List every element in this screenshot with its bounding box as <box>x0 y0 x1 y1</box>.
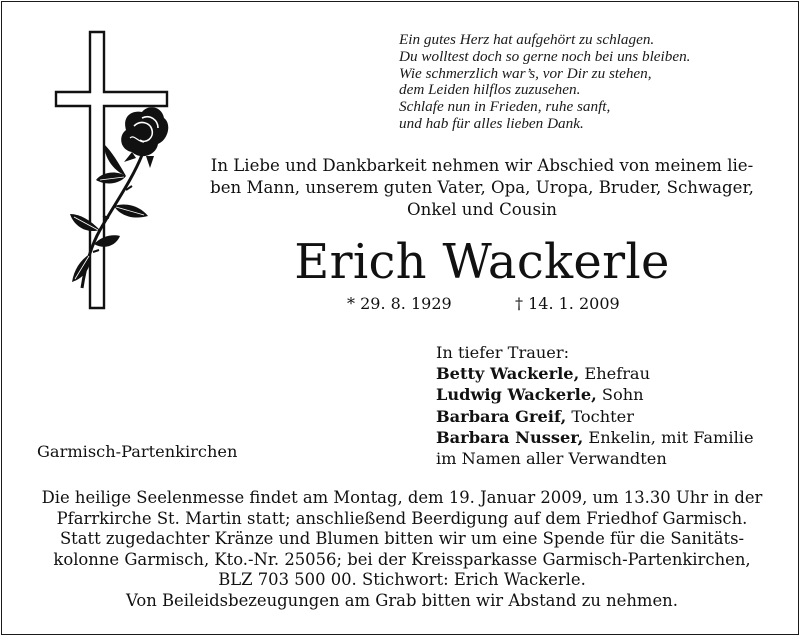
deceased-name: Erich Wackerle <box>294 234 670 290</box>
poem-line: Du wolltest doch so gerne noch bei uns bleiben. <box>399 47 691 65</box>
cross-icon <box>54 30 169 315</box>
mourners-closing: im Namen aller Verwandten <box>436 449 667 469</box>
mourner-relation: Enkelin, mit Familie <box>583 427 754 447</box>
service-notice <box>22 488 782 612</box>
mourners-heading: In tiefer Trauer: <box>436 343 570 362</box>
mourner-name: Ludwig Wackerle, <box>436 385 597 405</box>
rose-icon <box>70 107 168 288</box>
poem-line: Ein gutes Herz hat aufgehört zu schlagen. <box>399 31 655 48</box>
mourner-name: Betty Wackerle, <box>436 364 580 384</box>
notice-line: BLZ 703 500 00. Stichwort: Erich Wackerle. <box>218 570 586 590</box>
mourner-relation: Sohn <box>596 385 644 405</box>
poem-line: Schlafe nun in Frieden, ruhe sanft, <box>399 98 611 116</box>
obituary-notice <box>1 1 799 635</box>
farewell-intro <box>192 155 772 221</box>
notice-line: Von Beileidsbezeugungen am Grab bitten wir Abstand zu nehmen. <box>126 590 678 610</box>
notice-line: Pfarrkirche St. Martin statt; anschließend Beerdigung auf dem Friedhof Garmisch. <box>56 508 748 528</box>
mourner-entry <box>436 406 786 427</box>
mourner-relation: Tochter <box>566 406 634 426</box>
death-date: † 14. 1. 2009 <box>515 294 620 313</box>
birth-date: * 29. 8. 1929 <box>347 294 452 313</box>
mourner-entry <box>436 384 786 405</box>
mourner-relation: Ehefrau <box>579 364 651 384</box>
mourner-name: Barbara Nusser, <box>436 427 584 447</box>
poem-line: dem Leiden hilflos zuzusehen. <box>399 81 581 99</box>
intro-line: ben Mann, unserem guten Vater, Opa, Uropa, Bruder, Schwager, <box>210 178 754 197</box>
intro-line: In Liebe und Dankbarkeit nehmen wir Abschied von meinem lie- <box>210 156 754 175</box>
intro-line: Onkel und Cousin <box>407 200 557 219</box>
mourner-entry <box>436 427 786 448</box>
place-name: Garmisch-Partenkirchen <box>37 442 238 461</box>
notice-line: Die heilige Seelenmesse findet am Montag, dem 19. Januar 2009, um 13.30 Uhr in der <box>41 488 763 507</box>
mourner-entry <box>436 363 786 384</box>
mourners-block <box>436 342 786 469</box>
notice-line: Statt zugedachter Kränze und Blumen bitten wir um eine Spende für die Sanitäts- <box>59 529 745 549</box>
poem-line: und hab für alles lieben Dank. <box>399 114 584 132</box>
poem-line: Wie schmerzlich war’s, vor Dir zu stehen, <box>399 64 652 82</box>
notice-line: kolonne Garmisch, Kto.-Nr. 25056; bei der Kreissparkasse Garmisch-Partenkirchen, <box>53 549 751 569</box>
mourner-name: Barbara Greif, <box>436 406 567 426</box>
memorial-poem <box>399 32 789 133</box>
